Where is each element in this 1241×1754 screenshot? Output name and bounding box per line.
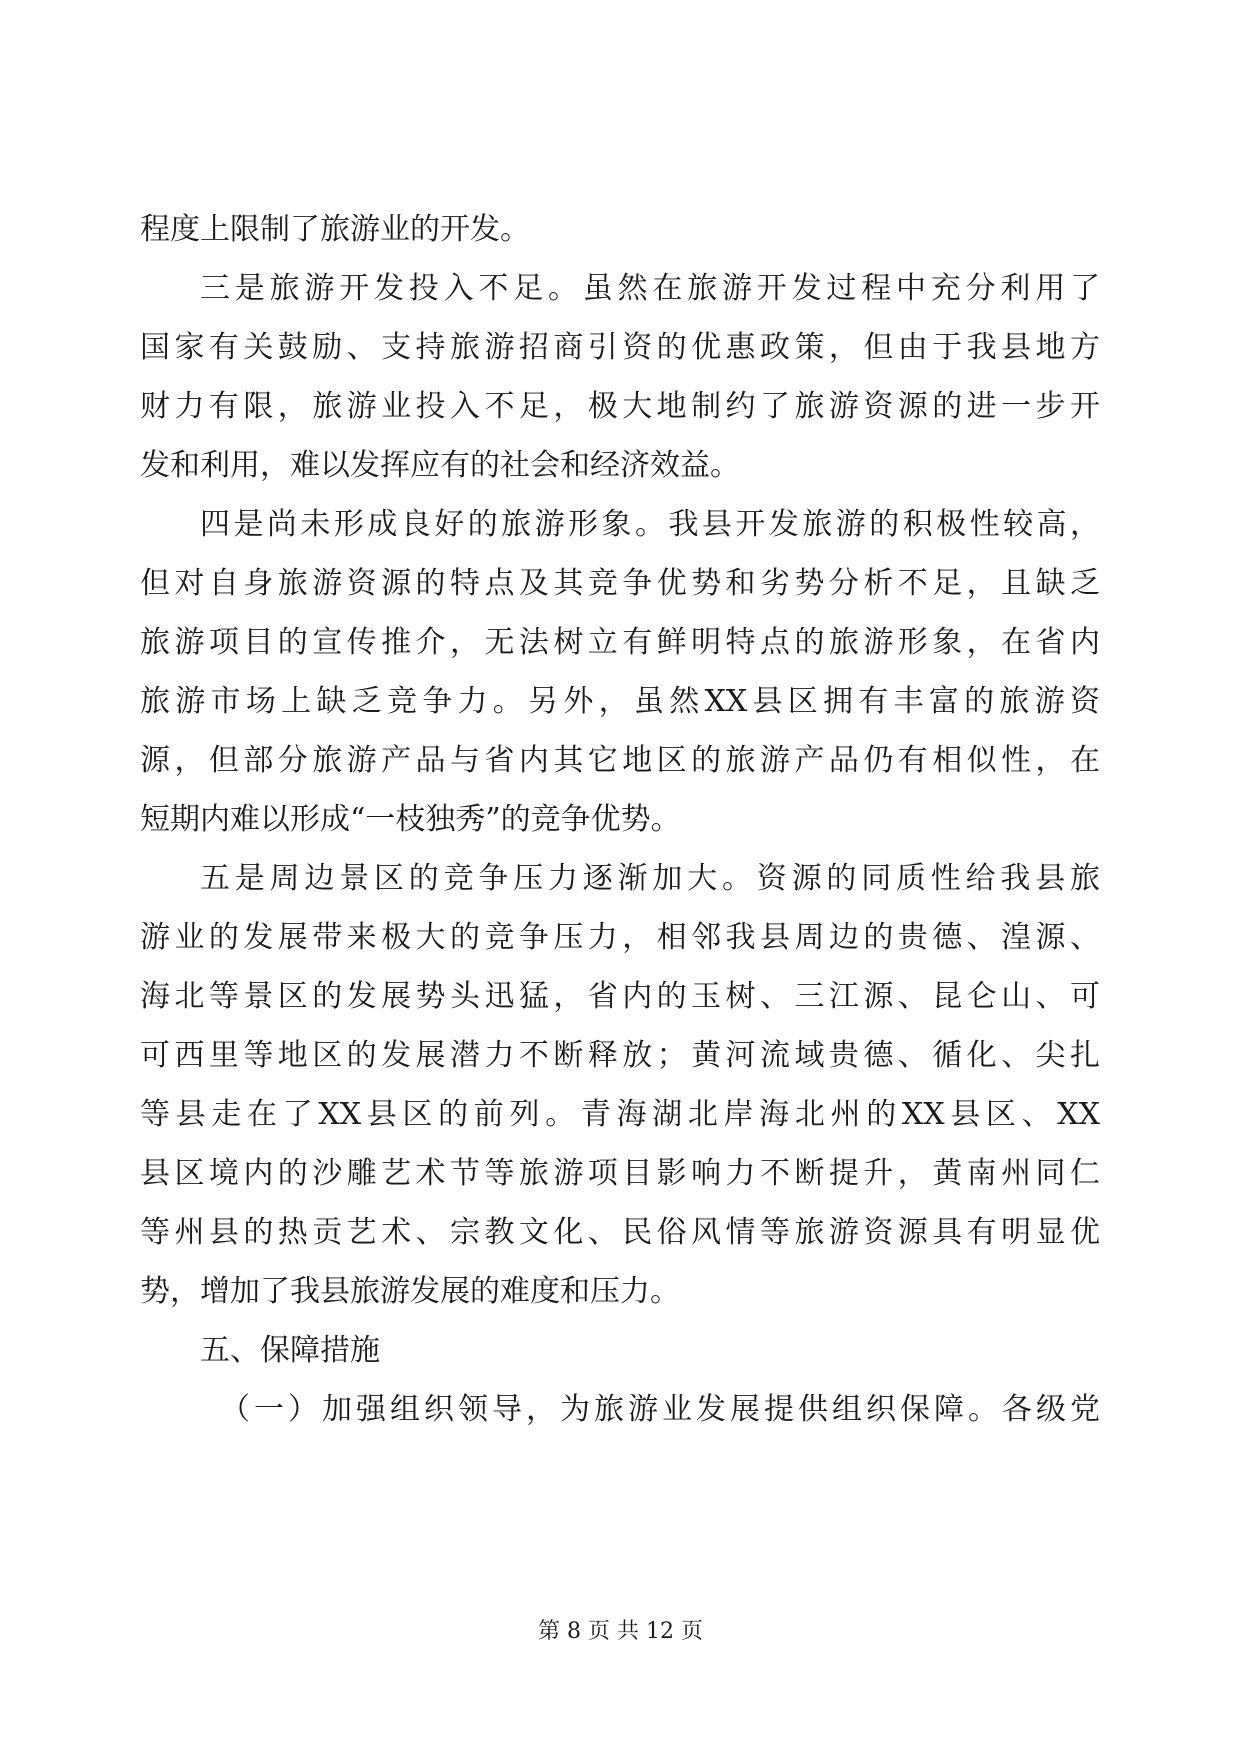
text-line: 但对自身旅游资源的特点及其竞争优势和劣势分析不足，且缺乏 [140,566,1100,601]
text-line: 国家有关鼓励、支持旅游招商引资的优惠政策，但由于我县地方 [140,330,1100,365]
section-heading: 五、保障措施 [200,1333,380,1368]
text-line: 等州县的热贡艺术、宗教文化、民俗风情等旅游资源具有明显优 [140,1215,1100,1250]
text-line: 源，但部分旅游产品与省内其它地区的旅游产品仍有相似性，在 [140,743,1100,778]
text-line: 可西里等地区的发展潜力不断释放；黄河流域贵德、循化、尖扎 [140,1038,1100,1073]
text-line: 游业的发展带来极大的竞争压力，相邻我县周边的贵德、湟源、 [140,920,1100,955]
text-line: 旅游项目的宣传推介，无法树立有鲜明特点的旅游形象，在省内 [140,625,1100,660]
text-line: 财力有限，旅游业投入不足，极大地制约了旅游资源的进一步开 [140,389,1100,424]
paragraph-competition-pressure [140,849,1100,1321]
paragraph-continuation [140,200,1100,259]
text-line: （一）加强组织领导，为旅游业发展提供组织保障。各级党 [220,1392,1100,1427]
paragraph-organization [140,1380,1100,1439]
text-line: 短期内难以形成“一枝独秀”的竞争优势。 [140,802,681,837]
text-line: 县区境内的沙雕艺术节等旅游项目影响力不断提升，黄南州同仁 [140,1156,1100,1191]
text-line: 势，增加了我县旅游发展的难度和压力。 [140,1274,680,1309]
text-line: 等县走在了XX县区的前列。青海湖北岸海北州的XX县区、XX [140,1097,1100,1132]
text-line: 发和利用，难以发挥应有的社会和经济效益。 [140,448,740,483]
text-line: 海北等景区的发展势头迅猛，省内的玉树、三江源、昆仑山、可 [140,979,1100,1014]
paragraph-investment-shortage [140,259,1100,495]
text-line: 三是旅游开发投入不足。虽然在旅游开发过程中充分利用了 [200,271,1100,306]
text-line: 五是周边景区的竞争压力逐渐加大。资源的同质性给我县旅 [200,861,1100,896]
text-line: 程度上限制了旅游业的开发。 [140,212,530,247]
section-heading-safeguards [140,1321,1100,1380]
body-text [140,200,1100,1439]
paragraph-tourism-image [140,495,1100,849]
text-line: 四是尚未形成良好的旅游形象。我县开发旅游的积极性较高， [200,507,1100,542]
text-line: 旅游市场上缺乏竞争力。另外，虽然XX县区拥有丰富的旅游资 [140,684,1100,719]
page-number-footer: 第 8 页 共 12 页 [538,1619,703,1644]
